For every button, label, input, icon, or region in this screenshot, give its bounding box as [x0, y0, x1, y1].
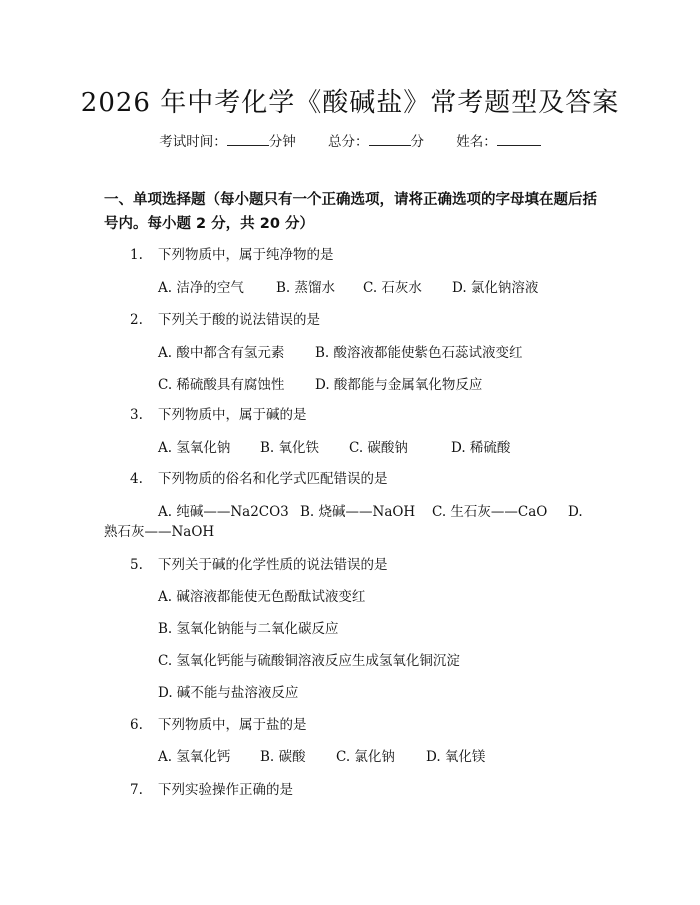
- option-d-letter: D.: [568, 504, 583, 520]
- option-d: D. 氧化镁: [426, 749, 486, 765]
- option-a: A. 纯碱——Na2CO3: [158, 504, 289, 520]
- name-label: 姓名：: [456, 134, 497, 150]
- question-text: 下列关于碱的化学性质的说法错误的是: [158, 557, 388, 573]
- option-c: C. 生石灰——CaO: [432, 504, 548, 520]
- option-d: D. 氯化钠溶液: [452, 280, 539, 296]
- question-3-options: [158, 436, 510, 456]
- question-4: [130, 467, 388, 487]
- option-a: A. 氢氧化钙: [158, 749, 231, 765]
- question-1-options: [158, 276, 538, 296]
- question-2: [130, 308, 320, 328]
- question-2-options-row2: [158, 373, 482, 393]
- option-b: B. 碳酸: [260, 749, 306, 765]
- question-text: 下列物质中，属于纯净物的是: [158, 247, 334, 263]
- option-c: C. 石灰水: [363, 280, 422, 296]
- question-number: 1.: [130, 247, 143, 263]
- option-c: C. 稀硫酸具有腐蚀性: [158, 377, 285, 393]
- question-6-options: [158, 745, 485, 765]
- question-6: [130, 713, 307, 733]
- option-c: C. 氢氧化钙能与硫酸铜溶液反应生成氢氧化铜沉淀: [158, 653, 460, 669]
- question-text: 下列物质中，属于碱的是: [158, 407, 307, 423]
- option-d: D. 碱不能与盐溶液反应: [158, 685, 299, 701]
- question-number: 6.: [130, 717, 143, 733]
- question-4-option-d-wrap: 熟石灰——NaOH: [104, 524, 215, 540]
- option-b: B. 氧化铁: [260, 440, 320, 456]
- option-b: B. 蒸馏水: [276, 280, 336, 296]
- name-blank: [497, 133, 541, 146]
- question-text: 下列物质的俗名和化学式匹配错误的是: [158, 471, 388, 487]
- question-number: 5.: [130, 557, 143, 573]
- question-number: 3.: [130, 407, 143, 423]
- exam-meta: [0, 130, 700, 150]
- option-a: A. 酸中都含有氢元素: [158, 345, 285, 361]
- question-number: 4.: [130, 471, 143, 487]
- question-1: [130, 243, 334, 263]
- option-d: D. 稀硫酸: [451, 440, 511, 456]
- question-7: [130, 778, 293, 798]
- question-2-options-row1: [158, 341, 523, 361]
- option-a: A. 氢氧化钠: [158, 440, 231, 456]
- time-blank: [227, 133, 269, 146]
- option-b: B. 氢氧化钠能与二氧化碳反应: [158, 621, 339, 637]
- option-c: C. 氯化钠: [336, 749, 395, 765]
- page-title: 2026 年中考化学《酸碱盐》常考题型及答案: [80, 88, 620, 118]
- option-d: D. 酸都能与金属氧化物反应: [315, 377, 483, 393]
- score-unit: 分: [410, 134, 424, 150]
- option-a: A. 洁净的空气: [158, 280, 244, 296]
- time-unit: 分钟: [268, 134, 296, 150]
- option-b: B. 烧碱——NaOH: [300, 504, 416, 520]
- score-label: 总分：: [328, 134, 369, 150]
- question-3: [130, 403, 307, 423]
- score-field: [328, 130, 424, 150]
- time-field: [159, 130, 296, 150]
- option-c: C. 碳酸钠: [349, 440, 408, 456]
- question-number: 2.: [130, 312, 143, 328]
- question-text: 下列关于酸的说法错误的是: [158, 312, 320, 328]
- time-label: 考试时间：: [159, 134, 227, 150]
- option-a: A. 碱溶液都能使无色酚酞试液变红: [158, 589, 366, 605]
- option-b: B. 酸溶液都能使紫色石蕊试液变红: [315, 345, 523, 361]
- question-number: 7.: [130, 782, 143, 798]
- score-blank: [369, 133, 411, 146]
- question-text: 下列实验操作正确的是: [158, 782, 293, 798]
- question-text: 下列物质中，属于盐的是: [158, 717, 307, 733]
- question-4-options: [158, 500, 583, 520]
- name-field: [456, 130, 541, 150]
- question-5: [130, 553, 388, 573]
- section-heading: 一、单项选择题（每小题只有一个正确选项，请将正确选项的字母填在题后括号内。每小题 2 分，共 20 分）: [104, 192, 597, 232]
